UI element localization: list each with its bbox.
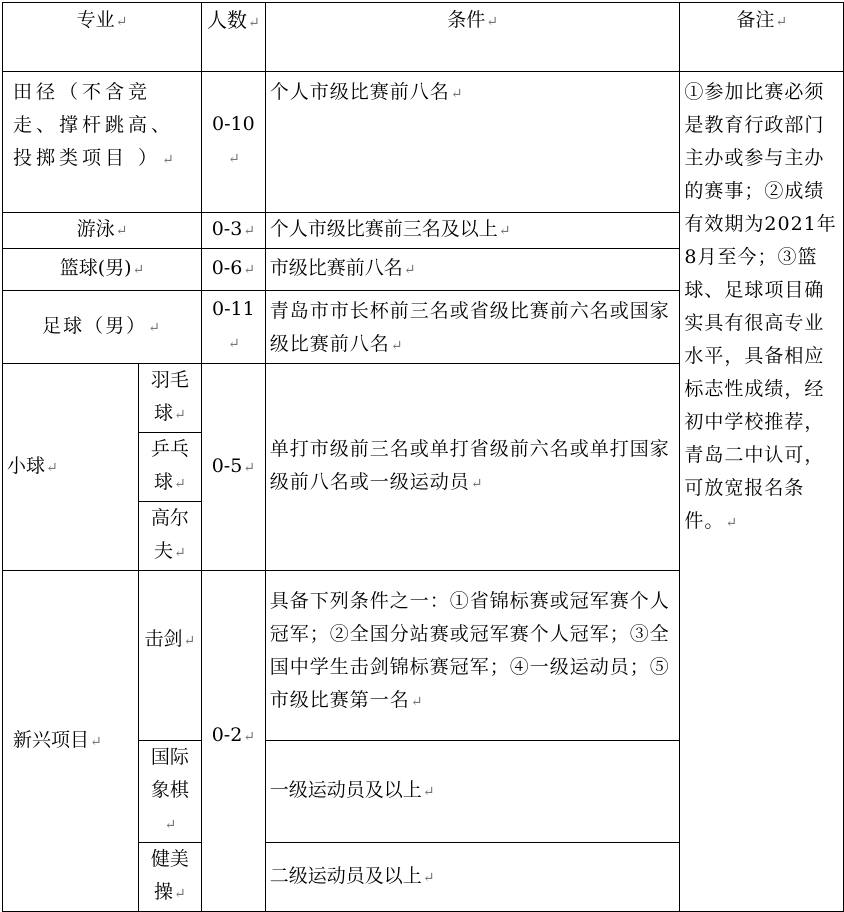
major-football: 足球（男）↵ <box>3 291 202 364</box>
major-table-tennis: 乒乓球↵ <box>138 433 201 502</box>
group-small-ball: 小球↵ <box>3 364 139 571</box>
count-emerging: 0-2↵ <box>201 571 265 912</box>
count-football: 0-11↵ <box>201 291 265 364</box>
major-swim: 游泳↵ <box>3 213 202 249</box>
header-count: 人数↵ <box>201 3 265 72</box>
condition-track: 个人市级比赛前八名↵ <box>265 72 680 213</box>
note-cell: ①参加比赛必须是教育行政部门主办或参与主办的赛事；②成绩有效期为2021年8月至今；③篮球、足球项目确实具有很高专业水平，具备相应标志性成绩，经初中学校推荐，青岛二中认可，可放宽报名条件。↵ <box>680 72 844 912</box>
header-condition: 条件↵ <box>265 3 680 72</box>
major-aerobics: 健美操↵ <box>138 843 201 912</box>
major-fencing: 击剑↵ <box>138 571 201 741</box>
major-chess: 国际象棋↵ <box>138 741 201 843</box>
count-small-ball: 0-5↵ <box>201 364 265 571</box>
major-golf: 高尔夫↵ <box>138 502 201 571</box>
major-basketball: 篮球(男)↵ <box>3 249 202 291</box>
header-major: 专业↵ <box>3 3 202 72</box>
condition-chess: 一级运动员及以上↵ <box>265 741 680 843</box>
condition-small-ball: 单打市级前三名或单打省级前六名或单打国家级前八名或一级运动员↵ <box>265 364 680 571</box>
condition-aerobics: 二级运动员及以上↵ <box>265 843 680 912</box>
major-track: 田径（不含竞走、撑杆跳高、投掷类项目 ）↵ <box>3 72 202 213</box>
count-swim: 0-3↵ <box>201 213 265 249</box>
header-note: 备注↵ <box>680 3 844 72</box>
count-basketball: 0-6↵ <box>201 249 265 291</box>
condition-football: 青岛市市长杯前三名或省级比赛前六名或国家级比赛前八名↵ <box>265 291 680 364</box>
group-emerging: 新兴项目↵ <box>3 571 139 912</box>
admission-criteria-table <box>2 2 844 912</box>
count-track: 0-10↵ <box>201 72 265 213</box>
condition-swim: 个人市级比赛前三名及以上↵ <box>265 213 680 249</box>
major-badminton: 羽毛球↵ <box>138 364 201 433</box>
condition-basketball: 市级比赛前八名↵ <box>265 249 680 291</box>
condition-fencing: 具备下列条件之一：①省锦标赛或冠军赛个人冠军；②全国分站赛或冠军赛个人冠军；③全国中学生击剑锦标赛冠军；④一级运动员；⑤市级比赛第一名↵ <box>265 571 680 741</box>
